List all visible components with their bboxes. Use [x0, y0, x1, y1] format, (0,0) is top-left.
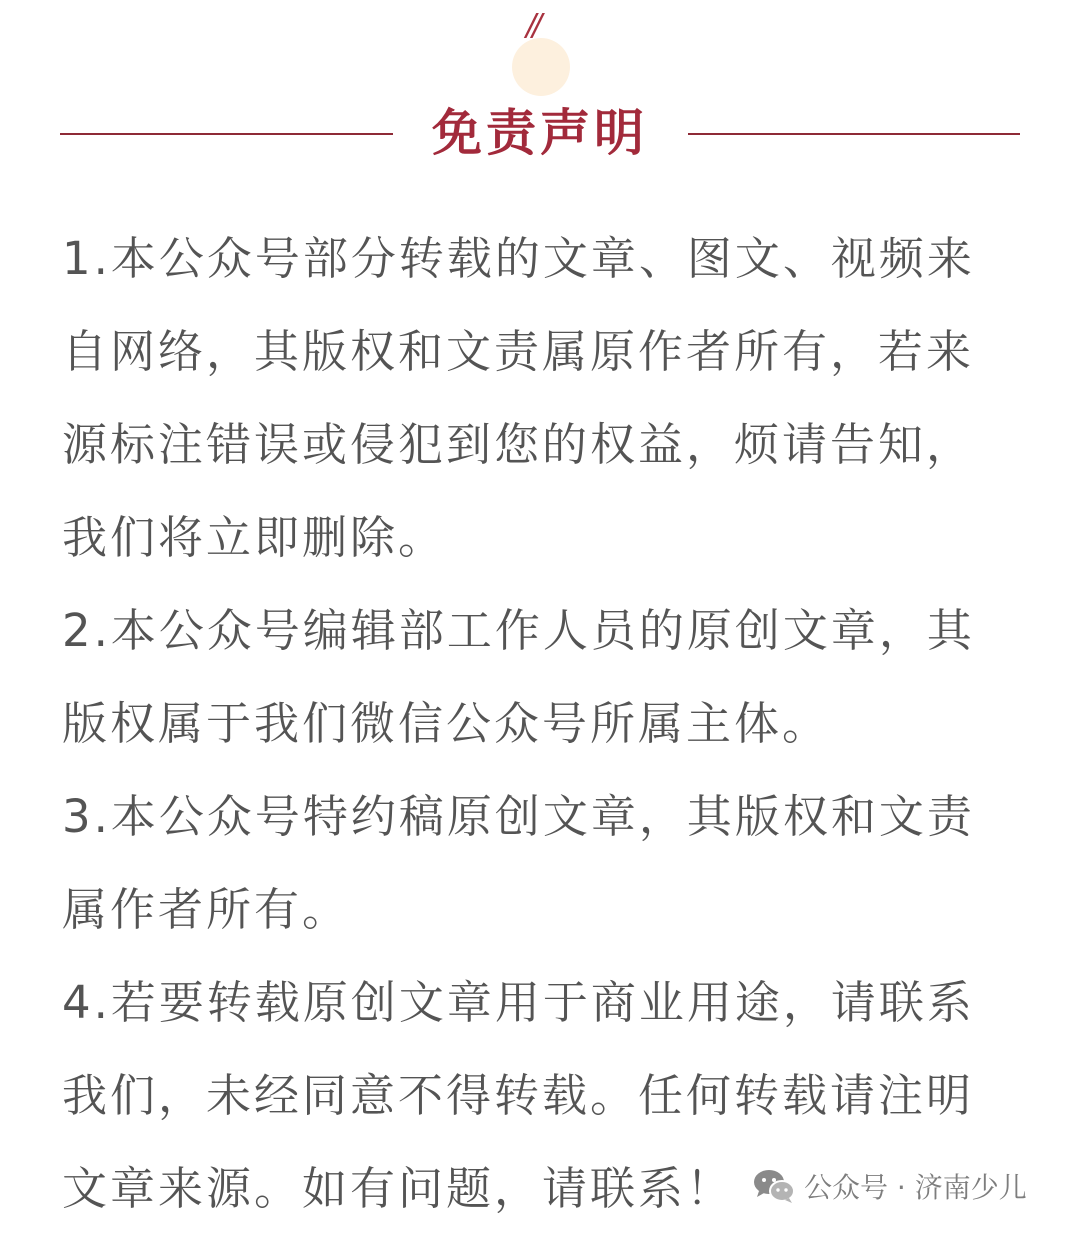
disclaimer-body [62, 212, 992, 1235]
disclaimer-line: 1.本公众号部分转载的文章、图文、视频来 [62, 232, 975, 285]
disclaimer-line: 源标注错误或侵犯到您的权益，烦请告知， [62, 418, 975, 471]
title-rule-right [688, 133, 1020, 135]
disclaimer-line: 属作者所有。 [62, 883, 351, 936]
disclaimer-line: 文章来源。如有问题，请联系！ [62, 1162, 735, 1215]
disclaimer-line: 我们，未经同意不得转载。任何转载请注明 [62, 1069, 975, 1122]
wechat-icon [752, 1167, 796, 1205]
disclaimer-line: 版权属于我们微信公众号所属主体。 [62, 697, 831, 750]
decoration-slash: // [526, 8, 539, 43]
disclaimer-line: 自网络，其版权和文责属原作者所有，若来 [62, 325, 975, 378]
disclaimer-line: 4.若要转载原创文章用于商业用途，请联系 [62, 976, 975, 1029]
disclaimer-line: 我们将立即删除。 [62, 511, 447, 564]
page-title: 免责声明 [432, 104, 648, 162]
account-watermark [752, 1162, 1027, 1210]
title-rule-left [60, 133, 393, 135]
disclaimer-line: 2.本公众号编辑部工作人员的原创文章，其 [62, 604, 975, 657]
decoration-circle [512, 38, 570, 96]
watermark-text: 公众号 · 济南少儿 [804, 1171, 1027, 1204]
header-decoration [510, 8, 580, 98]
disclaimer-line: 3.本公众号特约稿原创文章，其版权和文责 [62, 790, 975, 843]
